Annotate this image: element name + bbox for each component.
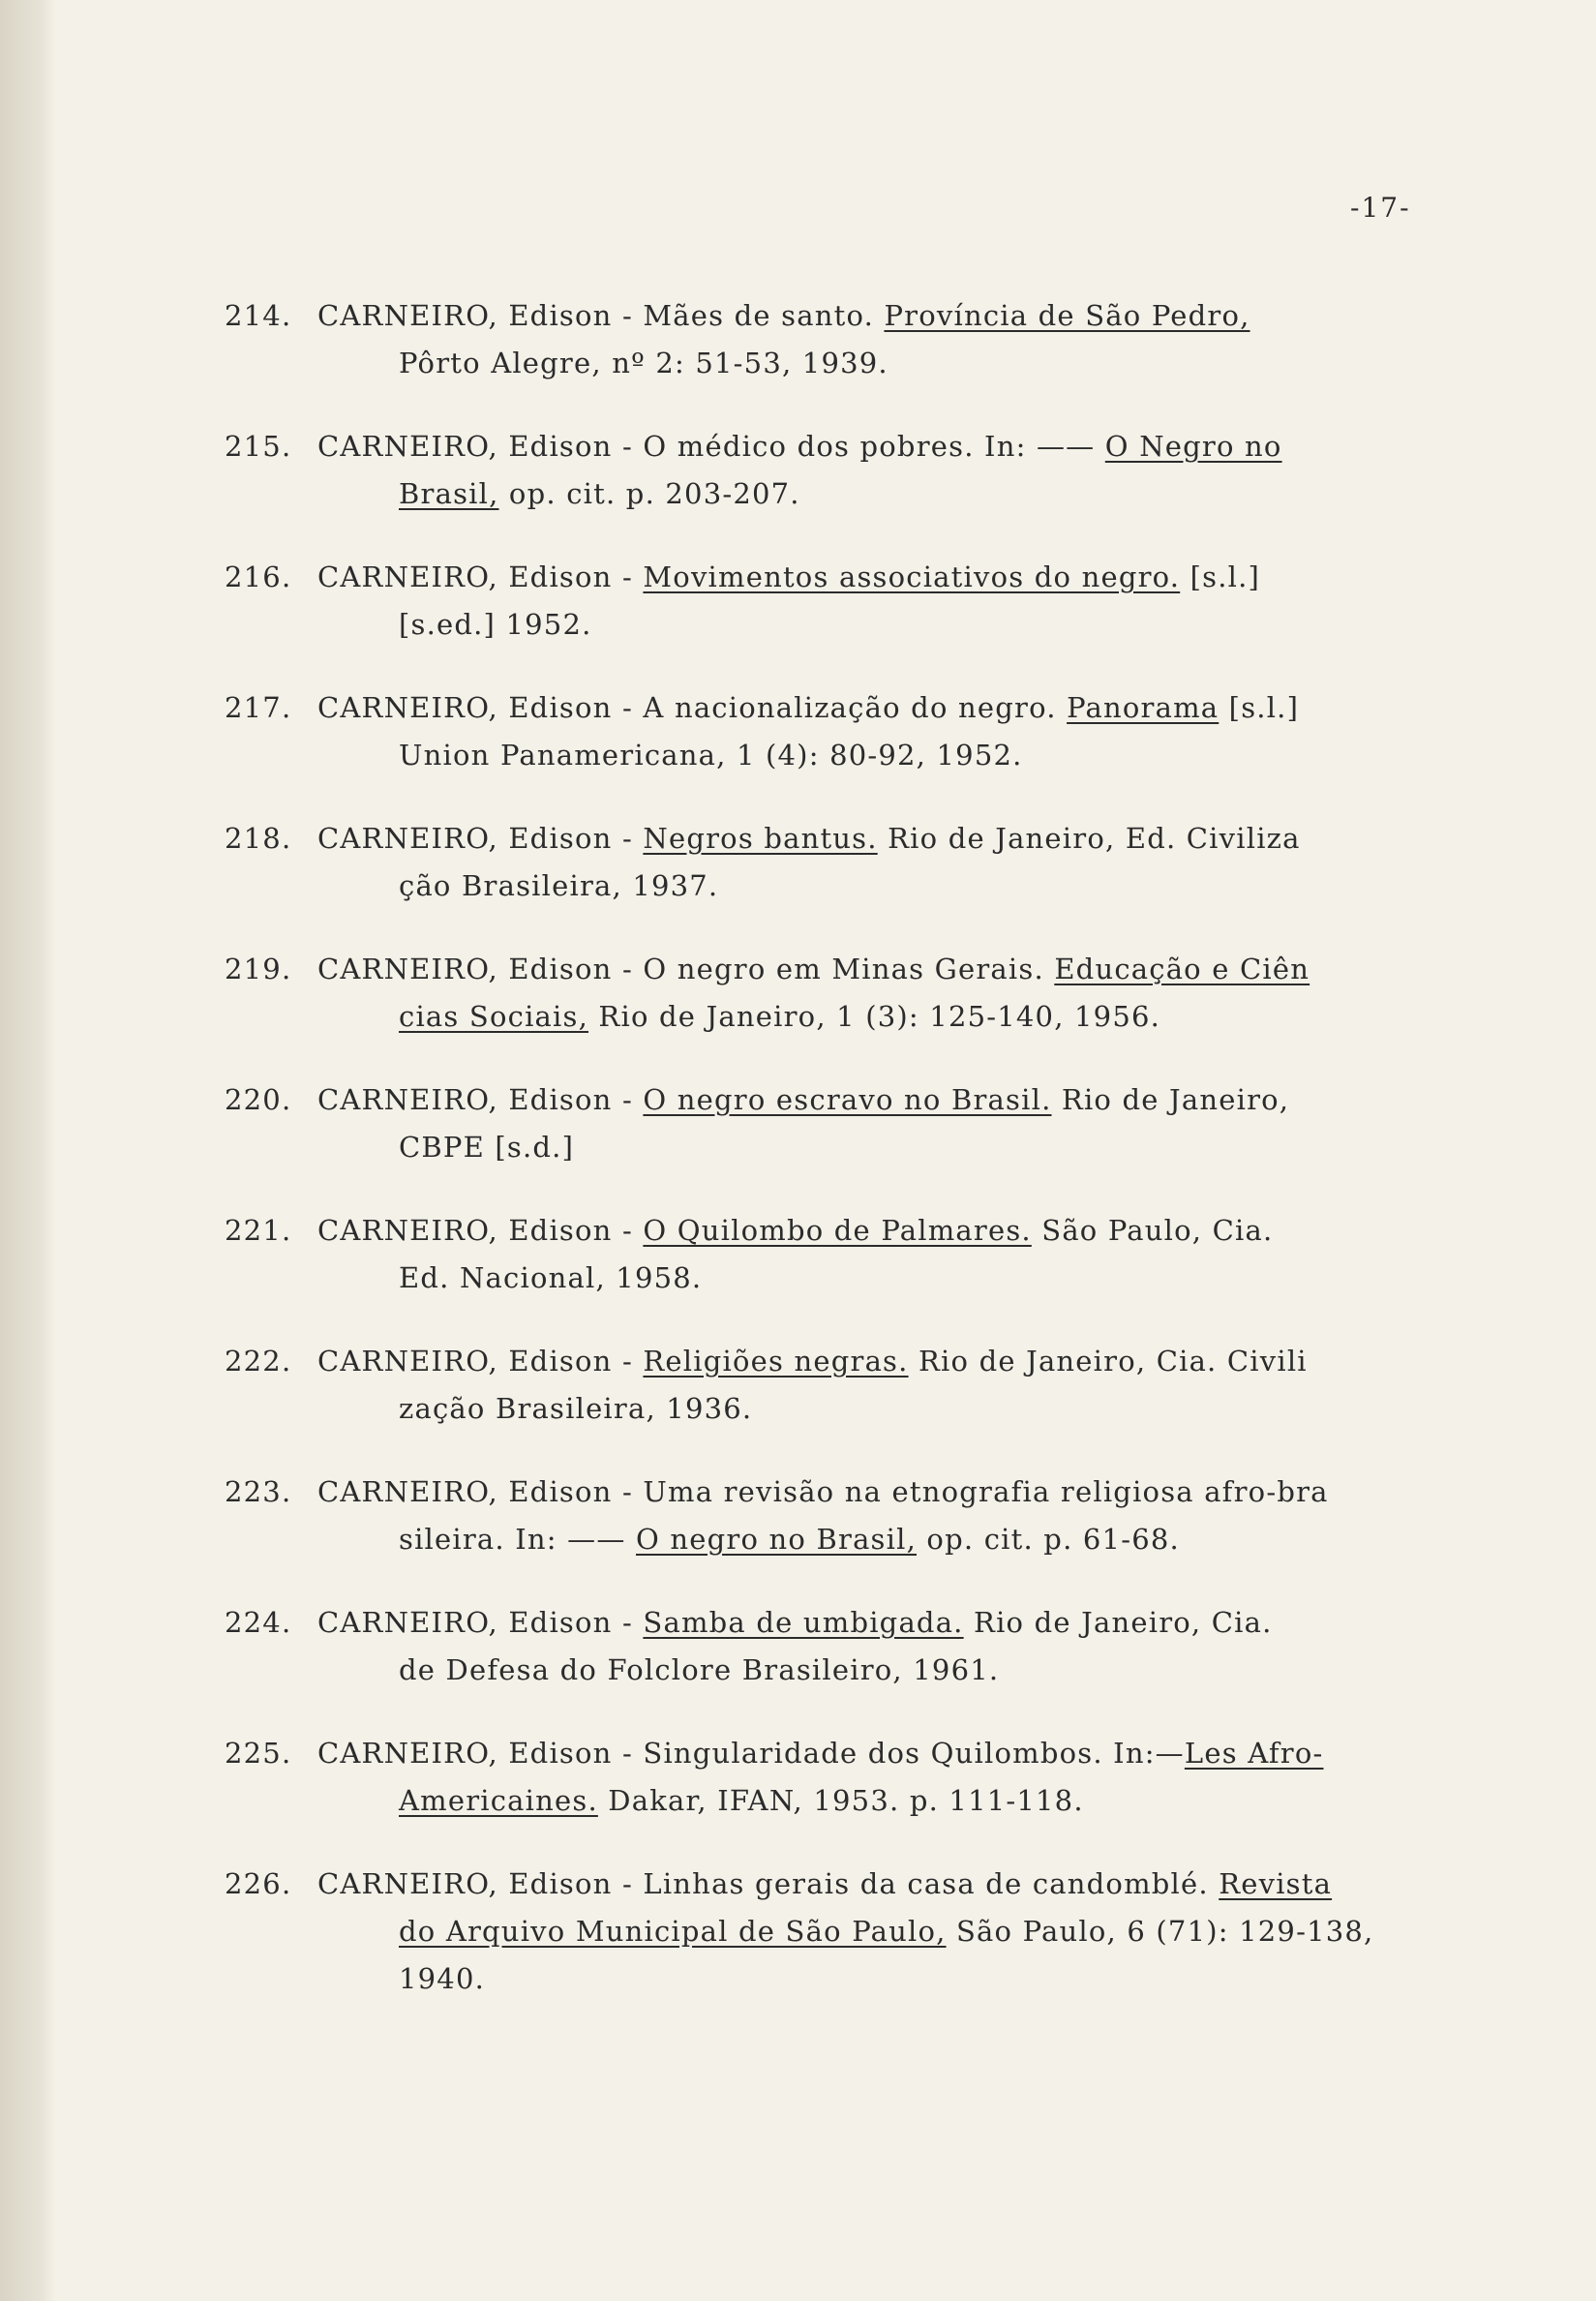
entry-text: CARNEIRO, Edison - Linhas gerais da casa de candomblé. [317, 1867, 1220, 1900]
entry-line-1 [225, 684, 1444, 732]
entry-line-1 [225, 1076, 1444, 1124]
entry-text: Rio de Janeiro, Cia. [963, 1606, 1273, 1639]
entry-text: CARNEIRO, Edison - Uma revisão na etnografia religiosa afro-bra [317, 1475, 1329, 1508]
entry-line-2 [225, 993, 1444, 1041]
entry-title: Movimentos associativos do negro. [643, 560, 1181, 593]
entry-line-1 [225, 1599, 1444, 1647]
entry-line-2 [225, 1777, 1444, 1825]
entry-line-1 [225, 1338, 1444, 1385]
entry-number: 224. [225, 1606, 292, 1639]
entry-line-2 [225, 340, 1444, 387]
entry-line-2 [225, 470, 1444, 518]
entry-title: O Quilombo de Palmares. [643, 1214, 1032, 1247]
entry-text: [s.l.] [1219, 691, 1300, 724]
entry-line-1 [225, 1730, 1444, 1777]
entry-title: Brasil, [399, 477, 499, 510]
entry-number: 225. [225, 1737, 292, 1770]
entry-text: Dakar, IFAN, 1953. p. 111-118. [597, 1784, 1084, 1817]
entry-text: Rio de Janeiro, [1051, 1083, 1290, 1116]
entry-text: Pôrto Alegre, nº 2: 51-53, 1939. [399, 347, 888, 379]
entry-title: Americaines. [399, 1784, 598, 1817]
entry-title: Les Afro- [1184, 1737, 1324, 1770]
bibliography-entry-217 [225, 684, 1444, 779]
entry-text: op. cit. p. 61-68. [917, 1523, 1180, 1556]
entry-text: ção Brasileira, 1937. [399, 869, 719, 902]
entry-text: CARNEIRO, Edison - [317, 1345, 644, 1378]
bibliography-entry-220 [225, 1076, 1444, 1171]
entry-title: do Arquivo Municipal de São Paulo, [399, 1915, 947, 1948]
entry-text: CARNEIRO, Edison - [317, 1214, 644, 1247]
entry-line-2 [225, 863, 1444, 910]
entry-number: 220. [225, 1083, 292, 1116]
entry-line-2 [225, 1908, 1444, 1955]
entry-text: São Paulo, 6 (71): 129-138, [946, 1915, 1374, 1948]
entry-number: 221. [225, 1214, 292, 1247]
entry-line-1 [225, 1207, 1444, 1255]
entry-title: Educação e Ciên [1054, 953, 1310, 985]
entry-title: Panorama [1067, 691, 1220, 724]
entry-line-2 [225, 1255, 1444, 1302]
entry-text: CARNEIRO, Edison - O médico dos pobres. In: —— [317, 430, 1105, 463]
entry-text: Rio de Janeiro, Cia. Civili [908, 1345, 1308, 1378]
entry-title: Samba de umbigada. [643, 1606, 964, 1639]
entry-title: Revista [1219, 1867, 1333, 1900]
entry-text: CARNEIRO, Edison - [317, 822, 644, 855]
entry-text: CARNEIRO, Edison - O negro em Minas Gerais. [317, 953, 1055, 985]
entry-title: Religiões negras. [643, 1345, 909, 1378]
entry-title: cias Sociais, [399, 1000, 589, 1033]
bibliography-entry-216 [225, 554, 1444, 649]
entry-line-1 [225, 1468, 1444, 1516]
entry-number: 223. [225, 1475, 292, 1508]
page-number: -17- [1350, 192, 1411, 224]
page-gutter-shadow [0, 0, 56, 2301]
bibliography-entry-225 [225, 1730, 1444, 1825]
entry-text: op. cit. p. 203-207. [498, 477, 800, 510]
entry-text: CARNEIRO, Edison - Singularidade dos Quilombos. In:— [317, 1737, 1185, 1770]
entry-title: O negro escravo no Brasil. [643, 1083, 1052, 1116]
bibliography-entry-218 [225, 815, 1444, 910]
entry-line-2 [225, 1516, 1444, 1563]
bibliography-entry-214 [225, 292, 1444, 387]
entry-text: CARNEIRO, Edison - [317, 1606, 644, 1639]
entry-number: 215. [225, 430, 292, 463]
entry-text: [s.ed.] 1952. [399, 608, 592, 641]
entry-text: CARNEIRO, Edison - A nacionalização do negro. [317, 691, 1068, 724]
entry-number: 214. [225, 299, 292, 332]
entry-title: O negro no Brasil, [636, 1523, 918, 1556]
entry-text: CARNEIRO, Edison - Mães de santo. [317, 299, 885, 332]
entry-text: Ed. Nacional, 1958. [399, 1261, 703, 1294]
entry-text: CBPE [s.d.] [399, 1131, 575, 1164]
entry-line-1 [225, 423, 1444, 470]
entry-number: 219. [225, 953, 292, 985]
entry-text: São Paulo, Cia. [1031, 1214, 1274, 1247]
entry-title: Negros bantus. [643, 822, 878, 855]
entry-line-2 [225, 601, 1444, 649]
entry-number: 217. [225, 691, 292, 724]
bibliography-entry-219 [225, 946, 1444, 1041]
entry-line-1 [225, 815, 1444, 863]
bibliography-entry-215 [225, 423, 1444, 518]
bibliography-list [225, 292, 1444, 2039]
entry-number: 216. [225, 560, 292, 593]
entry-title: Província de São Pedro, [884, 299, 1250, 332]
entry-text: [s.l.] [1180, 560, 1261, 593]
entry-line-2 [225, 1124, 1444, 1171]
entry-line-1 [225, 554, 1444, 601]
entry-line-1 [225, 1861, 1444, 1908]
entry-text: 1940. [399, 1962, 486, 1995]
entry-text: Rio de Janeiro, Ed. Civiliza [877, 822, 1301, 855]
entry-line-1 [225, 292, 1444, 340]
entry-line-2 [225, 1647, 1444, 1694]
bibliography-entry-223 [225, 1468, 1444, 1563]
entry-line-1 [225, 946, 1444, 993]
bibliography-entry-226 [225, 1861, 1444, 2003]
entry-number: 222. [225, 1345, 292, 1378]
entry-text: Rio de Janeiro, 1 (3): 125-140, 1956. [588, 1000, 1161, 1033]
entry-text: de Defesa do Folclore Brasileiro, 1961. [399, 1653, 1000, 1686]
entry-line-2 [225, 1385, 1444, 1433]
entry-text: sileira. In: —— [399, 1523, 636, 1556]
entry-text: Union Panamericana, 1 (4): 80-92, 1952. [399, 739, 1023, 772]
entry-line-3 [225, 1955, 1444, 2003]
entry-title: O Negro no [1104, 430, 1282, 463]
entry-line-2 [225, 732, 1444, 779]
entry-text: zação Brasileira, 1936. [399, 1392, 753, 1425]
entry-text: CARNEIRO, Edison - [317, 1083, 644, 1116]
entry-number: 218. [225, 822, 292, 855]
entry-number: 226. [225, 1867, 292, 1900]
entry-text: CARNEIRO, Edison - [317, 560, 644, 593]
bibliography-entry-222 [225, 1338, 1444, 1433]
bibliography-entry-221 [225, 1207, 1444, 1302]
bibliography-entry-224 [225, 1599, 1444, 1694]
